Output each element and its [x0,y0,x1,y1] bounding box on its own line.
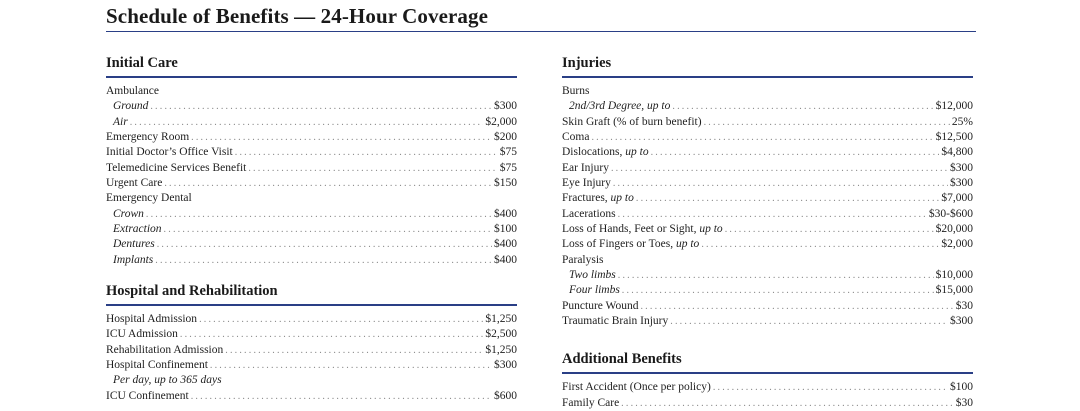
benefit-label: Dislocations, up to [562,146,649,159]
benefit-label: Hospital Admission [106,312,198,325]
benefit-label: Lacerations [562,207,616,220]
benefit-qualifier: up to [699,222,723,235]
benefit-label: Traumatic Brain Injury [562,314,669,327]
benefit-row [562,161,973,176]
benefit-label: Urgent Care [106,176,163,189]
benefit-label: Family Care [562,396,620,409]
dot-leader [611,161,948,176]
section-additional-benefits [562,349,973,411]
benefit-row [562,99,973,114]
benefit-label: ICU Confinement [106,389,189,402]
section-title: Additional Benefits [562,351,682,368]
benefit-value: $300 [950,176,973,189]
dot-leader [235,145,498,160]
dot-leader [248,161,497,176]
benefit-row [562,207,973,222]
benefit-label: Emergency Room [106,130,190,143]
benefit-row [106,373,517,388]
dot-leader [146,207,492,222]
benefit-value: $100 [494,222,517,235]
benefit-value: $400 [494,238,517,251]
benefit-value: $15,000 [935,284,973,297]
benefit-qualifier: up to [647,100,671,113]
benefit-label: 2nd/3rd Degree, up to [569,100,671,113]
benefit-value: $600 [494,389,517,402]
benefit-row [106,343,517,358]
benefit-label: Two limbs [569,268,616,281]
benefit-row [106,176,517,191]
benefit-label: Loss of Fingers or Toes, up to [562,238,700,251]
dot-leader [713,380,948,395]
benefit-value: $7,000 [941,192,973,205]
dot-leader [591,130,933,145]
dot-leader [191,130,492,145]
benefit-label: Air [113,115,128,128]
benefit-value: $30-$600 [928,207,973,220]
dot-leader [651,145,940,160]
benefit-label: Burns [562,85,590,97]
benefit-row [562,191,973,206]
benefit-row [106,99,517,114]
benefit-row [106,207,517,222]
dot-leader [210,358,492,373]
benefit-label: Extraction [113,222,162,235]
dot-leader [640,299,953,314]
benefit-label: Ambulance [106,85,160,97]
benefit-row [562,84,973,99]
benefit-value: $75 [499,161,517,174]
benefit-value: $30 [955,396,973,409]
dot-leader [191,389,492,404]
benefit-row [106,145,517,160]
section-hospital-rehabilitation [106,281,517,404]
dot-leader [672,99,933,114]
benefit-value: $4,800 [941,146,973,159]
dot-leader [636,191,940,206]
benefit-row [562,222,973,237]
benefit-label: Initial Doctor’s Office Visit [106,146,233,159]
benefit-value: $20,000 [935,222,973,235]
benefit-value: $300 [494,358,517,371]
benefit-label: First Accident (Once per policy) [562,381,711,394]
section-rule [106,304,517,306]
benefit-row [106,312,517,327]
benefit-value: $300 [950,161,973,174]
benefit-label: Crown [113,207,144,220]
section-initial-care [106,53,517,268]
benefit-value: $200 [494,130,517,143]
section-title: Hospital and Rehabilitation [106,282,278,299]
benefit-label: Emergency Dental [106,192,192,205]
benefit-value: $75 [499,146,517,159]
title-rule [106,31,976,32]
benefit-row [562,115,973,130]
benefit-label: Puncture Wound [562,299,639,312]
benefit-row [106,327,517,342]
benefit-row [106,237,517,252]
benefit-value: $30 [955,299,973,312]
benefit-qualifier: up to [610,192,634,205]
benefit-value: $2,000 [485,115,517,128]
benefit-label: Skin Graft (% of burn benefit) [562,115,702,128]
benefit-row [562,268,973,283]
benefit-label: Coma [562,130,590,143]
benefit-qualifier: up to [625,146,649,159]
benefit-row [106,358,517,373]
benefit-label: Eye Injury [562,176,611,189]
benefit-row [106,191,517,206]
benefit-value: $2,500 [485,328,517,341]
benefit-row [106,389,517,404]
benefit-value: $1,250 [485,312,517,325]
benefit-label: Dentures [113,238,155,251]
benefit-label: Paralysis [562,253,604,266]
benefit-label: Rehabilitation Admission [106,343,224,356]
benefit-row [562,176,973,191]
benefit-row [562,130,973,145]
benefit-value: $2,000 [941,238,973,251]
benefit-value: $10,000 [935,268,973,281]
dot-leader [670,314,948,329]
section-rule [106,76,517,78]
section-title: Initial Care [106,55,178,71]
dot-leader [618,207,927,222]
benefit-row [106,253,517,268]
benefit-value: $300 [494,100,517,113]
benefit-label: Ear Injury [562,161,609,174]
benefit-label: ICU Admission [106,328,178,341]
dot-leader [180,327,483,342]
benefit-value: $400 [494,207,517,220]
dot-leader [157,237,492,252]
dot-leader [164,222,492,237]
dot-leader [618,268,934,283]
benefit-label: Hospital Confinement [106,358,208,371]
dot-leader [704,115,950,130]
benefit-value: $12,500 [935,130,973,143]
section-rule [562,372,973,374]
benefit-value: $100 [950,381,973,394]
benefit-row [562,396,973,411]
dot-leader [164,176,492,191]
benefit-row [562,145,973,160]
dot-leader [150,99,492,114]
left-column [106,53,517,404]
dot-leader [725,222,934,237]
benefit-value: $300 [950,314,973,327]
benefit-value: 25% [951,115,973,128]
right-column [562,53,973,411]
benefit-row [106,161,517,176]
dot-leader [130,115,484,130]
benefit-row [562,299,973,314]
section-injuries [562,53,973,329]
benefit-row [106,84,517,99]
benefit-value: $400 [494,253,517,266]
section-title: Injuries [562,55,612,71]
benefit-value: $12,000 [935,100,973,113]
dot-leader [199,312,483,327]
benefit-label: Telemedicine Services Benefit [106,161,247,174]
benefit-label: Ground [113,100,149,113]
benefit-label: Loss of Hands, Feet or Sight, up to [562,222,723,235]
dot-leader [155,253,492,268]
benefit-label: Four limbs [569,284,620,297]
benefit-label: Implants [113,253,154,266]
benefit-row [106,115,517,130]
benefit-row [562,253,973,268]
benefit-label: Fractures, up to [562,192,634,205]
benefit-row [106,222,517,237]
benefit-qualifier: up to [675,238,700,251]
dot-leader [701,237,939,252]
benefit-row [562,283,973,298]
page-title: Schedule of Benefits — 24-Hour Coverage [106,4,489,28]
dot-leader [613,176,948,191]
benefit-value: $1,250 [485,343,517,356]
dot-leader [621,396,954,411]
dot-leader [622,283,934,298]
section-rule [562,76,973,78]
benefit-row [562,237,973,252]
dot-leader [225,343,483,358]
benefit-value: $150 [494,176,517,189]
benefit-row [106,130,517,145]
benefit-row [562,314,973,329]
benefit-row [562,380,973,395]
benefit-label: Per day, up to 365 days [113,374,222,387]
